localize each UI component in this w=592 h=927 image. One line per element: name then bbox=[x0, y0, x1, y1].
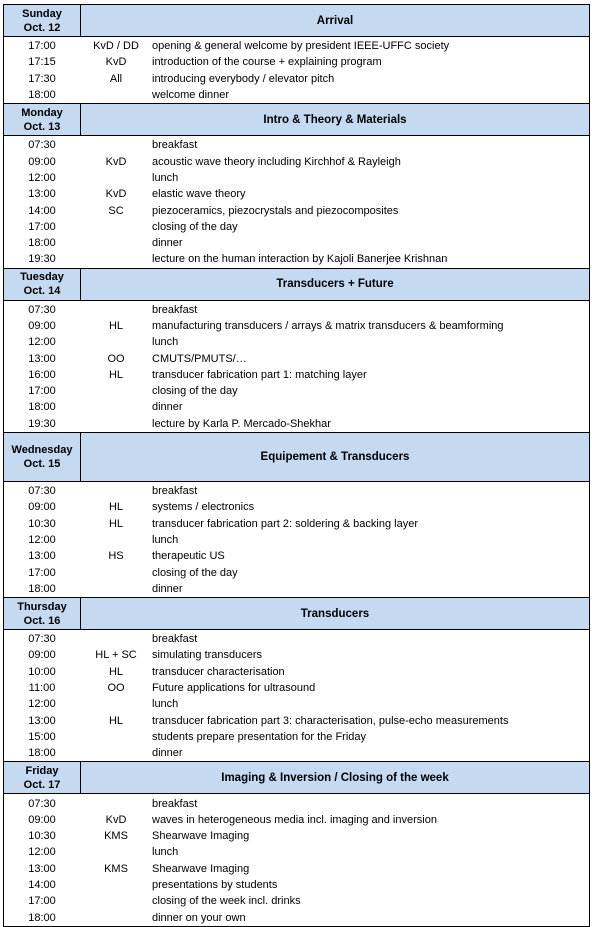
schedule-row bbox=[4, 877, 589, 893]
schedule-row bbox=[4, 38, 589, 54]
day-header bbox=[4, 269, 589, 301]
activity-cell: lunch bbox=[152, 336, 179, 349]
schedule-row bbox=[4, 812, 589, 828]
who-cell: OO bbox=[107, 352, 125, 365]
day-date: Oct. 17 bbox=[23, 778, 61, 791]
time-cell: 18:00 bbox=[28, 89, 56, 102]
activity-cell: breakfast bbox=[152, 633, 198, 646]
day-rows bbox=[4, 630, 589, 761]
schedule-row bbox=[4, 893, 589, 909]
schedule-row bbox=[4, 861, 589, 877]
who-cell: HL bbox=[108, 517, 124, 530]
activity-cell: Shearwave Imaging bbox=[152, 862, 250, 875]
time-cell: 13:00 bbox=[28, 352, 56, 365]
day-header bbox=[4, 433, 589, 482]
time-cell: 10:00 bbox=[28, 665, 56, 678]
schedule-row bbox=[4, 483, 589, 499]
schedule-row bbox=[4, 680, 589, 696]
activity-cell: lunch bbox=[152, 846, 179, 859]
day-date: Oct. 13 bbox=[23, 120, 61, 133]
day-label bbox=[4, 269, 80, 300]
who-cell: HL bbox=[108, 368, 124, 381]
schedule-row bbox=[4, 219, 589, 235]
time-cell: 07:30 bbox=[28, 797, 56, 810]
day-name: Sunday bbox=[22, 7, 62, 20]
time-cell: 17:00 bbox=[28, 385, 56, 398]
time-cell: 12:00 bbox=[28, 171, 56, 184]
time-cell: 18:00 bbox=[28, 747, 56, 760]
time-cell: 13:00 bbox=[28, 714, 56, 727]
time-cell: 19:30 bbox=[28, 417, 56, 430]
time-cell: 09:00 bbox=[28, 649, 56, 662]
activity-cell: dinner bbox=[152, 401, 183, 414]
schedule-row bbox=[4, 186, 589, 202]
day-name: Friday bbox=[25, 764, 59, 777]
activity-cell: welcome dinner bbox=[152, 89, 230, 102]
who-cell: HL + SC bbox=[95, 649, 137, 662]
day-title: Imaging & Inversion / Closing of the week bbox=[80, 762, 589, 793]
activity-cell: breakfast bbox=[152, 303, 198, 316]
activity-cell: breakfast bbox=[152, 797, 198, 810]
schedule-row bbox=[4, 235, 589, 251]
activity-cell: dinner bbox=[152, 582, 183, 595]
activity-cell: introducing everybody / elevator pitch bbox=[152, 72, 335, 85]
activity-cell: CMUTS/PMUTS/… bbox=[152, 352, 247, 365]
time-cell: 07:30 bbox=[28, 303, 56, 316]
schedule-row bbox=[4, 631, 589, 647]
time-cell: 17:15 bbox=[28, 56, 56, 69]
day-section bbox=[3, 268, 590, 432]
time-cell: 17:00 bbox=[28, 220, 56, 233]
activity-cell: waves in heterogeneous media incl. imaging and inversion bbox=[152, 813, 437, 826]
who-cell: KMS bbox=[104, 862, 128, 875]
day-header bbox=[4, 598, 589, 630]
who-cell: SC bbox=[108, 204, 124, 217]
time-cell: 07:30 bbox=[28, 139, 56, 152]
schedule-row bbox=[4, 54, 589, 70]
activity-cell: transducer fabrication part 2: soldering & backing layer bbox=[152, 517, 418, 530]
day-label bbox=[4, 5, 80, 36]
schedule-row bbox=[4, 170, 589, 186]
schedule-row bbox=[4, 383, 589, 399]
activity-cell: closing of the day bbox=[152, 220, 238, 233]
activity-cell: piezoceramics, piezocrystals and piezocomposites bbox=[152, 204, 399, 217]
time-cell: 18:00 bbox=[28, 401, 56, 414]
day-name: Monday bbox=[21, 106, 63, 119]
time-cell: 17:30 bbox=[28, 72, 56, 85]
day-section bbox=[3, 761, 590, 926]
day-label bbox=[4, 762, 80, 793]
day-rows bbox=[4, 482, 589, 597]
who-cell: KvD / DD bbox=[93, 40, 139, 53]
who-cell: KMS bbox=[104, 830, 128, 843]
schedule-row bbox=[4, 153, 589, 169]
activity-cell: lunch bbox=[152, 171, 179, 184]
time-cell: 17:00 bbox=[28, 566, 56, 579]
schedule-row bbox=[4, 318, 589, 334]
who-cell: KvD bbox=[105, 813, 127, 826]
schedule-row bbox=[4, 334, 589, 350]
activity-cell: transducer fabrication part 1: matching layer bbox=[152, 368, 367, 381]
time-cell: 12:00 bbox=[28, 846, 56, 859]
day-section bbox=[3, 597, 590, 761]
schedule-row bbox=[4, 137, 589, 153]
day-title: Equipement & Transducers bbox=[80, 433, 589, 481]
time-cell: 13:00 bbox=[28, 550, 56, 563]
time-cell: 18:00 bbox=[28, 582, 56, 595]
activity-cell: acoustic wave theory including Kirchhof & Rayleigh bbox=[152, 155, 401, 168]
activity-cell: dinner bbox=[152, 747, 183, 760]
day-rows bbox=[4, 794, 589, 925]
day-label bbox=[4, 433, 80, 481]
day-section bbox=[3, 4, 590, 103]
schedule-row bbox=[4, 729, 589, 745]
schedule-row bbox=[4, 909, 589, 925]
schedule-row bbox=[4, 828, 589, 844]
time-cell: 18:00 bbox=[28, 911, 56, 924]
activity-cell: lecture by Karla P. Mercado-Shekhar bbox=[152, 417, 331, 430]
activity-cell: manufacturing transducers / arrays & matrix transducers & beamforming bbox=[152, 320, 504, 332]
schedule-row bbox=[4, 844, 589, 860]
schedule-row bbox=[4, 664, 589, 680]
time-cell: 12:00 bbox=[28, 698, 56, 711]
activity-cell: breakfast bbox=[152, 139, 198, 152]
schedule-row bbox=[4, 532, 589, 548]
who-cell: KvD bbox=[105, 56, 127, 69]
time-cell: 15:00 bbox=[28, 730, 56, 743]
schedule-row bbox=[4, 548, 589, 564]
schedule-row bbox=[4, 795, 589, 811]
time-cell: 14:00 bbox=[28, 879, 56, 892]
activity-cell: Future applications for ultrasound bbox=[152, 682, 316, 695]
activity-cell: lunch bbox=[152, 698, 179, 711]
day-date: Oct. 12 bbox=[23, 21, 61, 34]
schedule-row bbox=[4, 581, 589, 597]
activity-cell: closing of the day bbox=[152, 566, 238, 579]
time-cell: 16:00 bbox=[28, 368, 56, 381]
time-cell: 11:00 bbox=[28, 682, 56, 695]
schedule-row bbox=[4, 564, 589, 580]
activity-cell: opening & general welcome by president IEEE-UFFC society bbox=[152, 40, 450, 53]
day-date: Oct. 15 bbox=[23, 457, 61, 470]
day-header bbox=[4, 762, 589, 794]
day-date: Oct. 14 bbox=[23, 285, 61, 298]
schedule-row bbox=[4, 499, 589, 515]
time-cell: 09:00 bbox=[28, 155, 56, 168]
time-cell: 12:00 bbox=[28, 533, 56, 546]
day-section bbox=[3, 103, 590, 267]
activity-cell: lunch bbox=[152, 533, 179, 546]
who-cell: All bbox=[109, 72, 123, 85]
activity-cell: closing of the week incl. drinks bbox=[152, 895, 301, 908]
time-cell: 14:00 bbox=[28, 204, 56, 217]
time-cell: 17:00 bbox=[28, 40, 56, 53]
day-name: Tuesday bbox=[20, 271, 64, 284]
time-cell: 19:30 bbox=[28, 253, 56, 266]
activity-cell: dinner bbox=[152, 237, 183, 250]
day-rows bbox=[4, 136, 589, 267]
time-cell: 10:30 bbox=[28, 517, 56, 530]
activity-cell: transducer characterisation bbox=[152, 665, 285, 678]
schedule-row bbox=[4, 302, 589, 318]
who-cell: HL bbox=[108, 320, 124, 332]
schedule-table bbox=[3, 4, 590, 927]
who-cell: KvD bbox=[105, 155, 127, 168]
schedule-row bbox=[4, 87, 589, 103]
activity-cell: students prepare presentation for the Friday bbox=[152, 730, 367, 743]
day-title: Transducers + Future bbox=[80, 269, 589, 300]
day-date: Oct. 16 bbox=[23, 614, 61, 627]
schedule-row bbox=[4, 416, 589, 432]
time-cell: 07:30 bbox=[28, 485, 56, 498]
who-cell: HL bbox=[108, 714, 124, 727]
time-cell: 12:00 bbox=[28, 336, 56, 349]
day-title: Transducers bbox=[80, 598, 589, 629]
day-name: Thursday bbox=[17, 600, 67, 613]
time-cell: 18:00 bbox=[28, 237, 56, 250]
who-cell: KvD bbox=[105, 188, 127, 201]
day-label bbox=[4, 104, 80, 135]
schedule-row bbox=[4, 251, 589, 267]
schedule-row bbox=[4, 647, 589, 663]
schedule-row bbox=[4, 399, 589, 415]
activity-cell: therapeutic US bbox=[152, 550, 225, 563]
schedule-row bbox=[4, 713, 589, 729]
schedule-row bbox=[4, 202, 589, 218]
schedule-row bbox=[4, 696, 589, 712]
day-title: Arrival bbox=[80, 5, 589, 36]
activity-cell: transducer fabrication part 3: characterisation, pulse-echo measurements bbox=[152, 714, 509, 727]
time-cell: 09:00 bbox=[28, 320, 56, 332]
day-rows bbox=[4, 301, 589, 432]
schedule-row bbox=[4, 367, 589, 383]
time-cell: 17:00 bbox=[28, 895, 56, 908]
day-name: Wednesday bbox=[11, 443, 73, 456]
who-cell: HL bbox=[108, 501, 124, 514]
time-cell: 10:30 bbox=[28, 830, 56, 843]
day-title: Intro & Theory & Materials bbox=[80, 104, 589, 135]
time-cell: 13:00 bbox=[28, 188, 56, 201]
activity-cell: closing of the day bbox=[152, 385, 238, 398]
schedule-row bbox=[4, 745, 589, 761]
time-cell: 07:30 bbox=[28, 633, 56, 646]
day-rows bbox=[4, 37, 589, 103]
day-section bbox=[3, 432, 590, 597]
activity-cell: systems / electronics bbox=[152, 501, 255, 514]
activity-cell: Shearwave Imaging bbox=[152, 830, 250, 843]
activity-cell: introduction of the course + explaining program bbox=[152, 56, 382, 69]
activity-cell: breakfast bbox=[152, 485, 198, 498]
schedule-row bbox=[4, 71, 589, 87]
time-cell: 13:00 bbox=[28, 862, 56, 875]
who-cell: HS bbox=[108, 550, 124, 563]
day-header bbox=[4, 104, 589, 136]
time-cell: 09:00 bbox=[28, 501, 56, 514]
schedule-row bbox=[4, 516, 589, 532]
who-cell: OO bbox=[107, 682, 125, 695]
activity-cell: dinner on your own bbox=[152, 911, 246, 924]
day-label bbox=[4, 598, 80, 629]
time-cell: 09:00 bbox=[28, 813, 56, 826]
day-header bbox=[4, 5, 589, 37]
activity-cell: presentations by students bbox=[152, 879, 278, 892]
activity-cell: lecture on the human interaction by Kajoli Banerjee Krishnan bbox=[152, 253, 448, 266]
activity-cell: elastic wave theory bbox=[152, 188, 246, 201]
who-cell: HL bbox=[108, 665, 124, 678]
schedule-row bbox=[4, 350, 589, 366]
activity-cell: simulating transducers bbox=[152, 649, 263, 662]
